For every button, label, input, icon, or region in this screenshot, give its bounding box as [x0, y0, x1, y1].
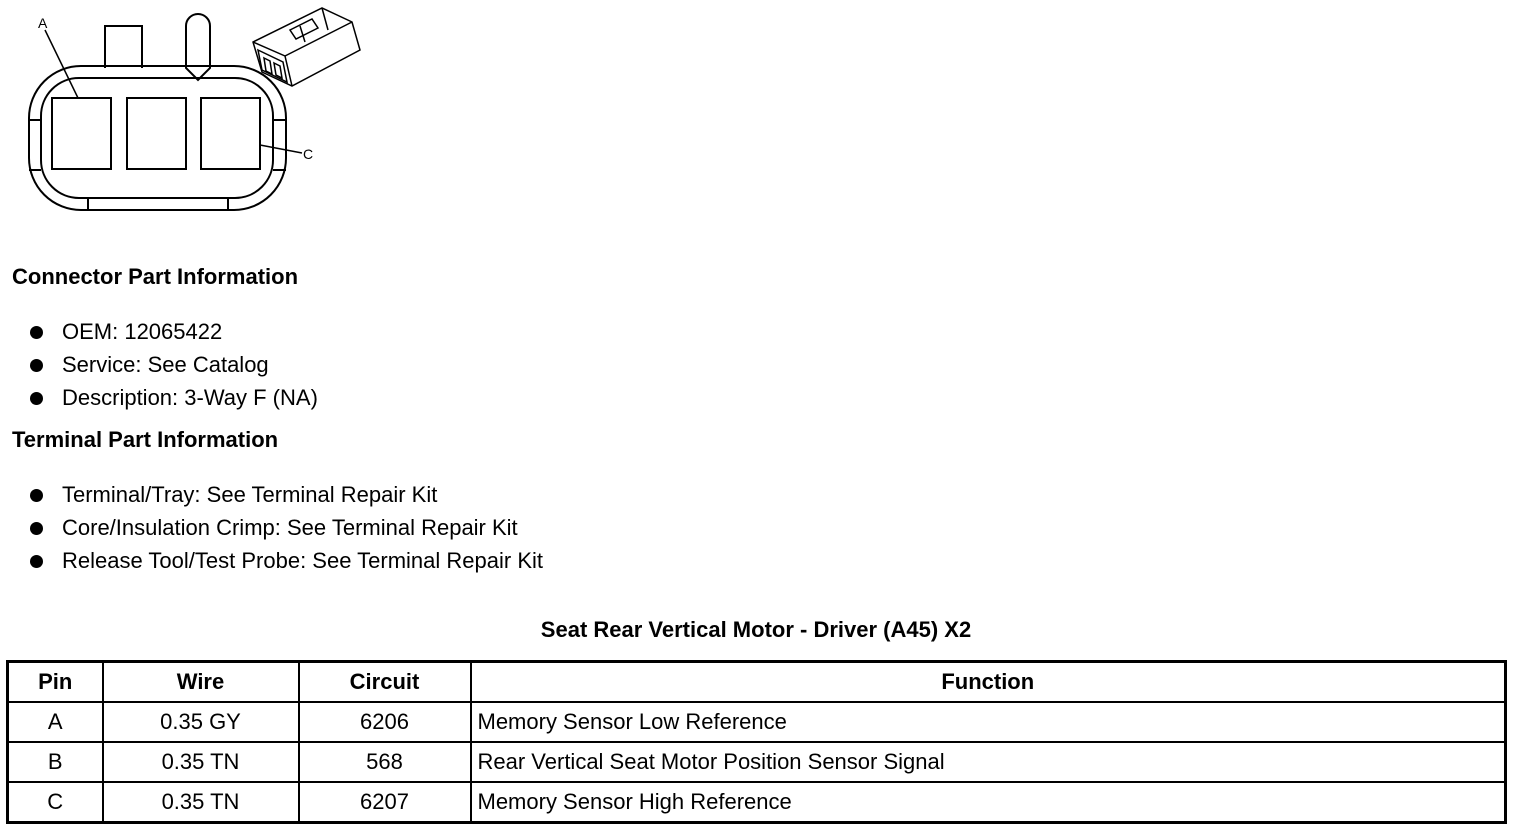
column-header-function: Function — [471, 662, 1506, 703]
cell-circuit: 6206 — [299, 702, 471, 742]
connector-housing-inner — [41, 78, 273, 198]
pinout-table — [6, 660, 1507, 824]
pin-label-c: C — [303, 146, 314, 162]
connector-face-diagram — [0, 0, 380, 225]
bullet-icon — [30, 489, 43, 502]
list-item-text: Release Tool/Test Probe: See Terminal Repair Kit — [62, 547, 543, 573]
terminal-part-info-list — [26, 481, 543, 579]
list-item — [26, 547, 543, 580]
list-item-text: Core/Insulation Crimp: See Terminal Repair Kit — [62, 514, 518, 540]
list-item-text: Terminal/Tray: See Terminal Repair Kit — [62, 482, 438, 507]
connector-part-info-heading: Connector Part Information — [12, 264, 299, 289]
cell-wire: 0.35 TN — [103, 742, 299, 782]
list-item — [26, 384, 318, 417]
table-header-row — [8, 662, 1506, 703]
terminal-part-info-heading: Terminal Part Information — [12, 427, 279, 452]
cell-function: Memory Sensor Low Reference — [471, 702, 1506, 742]
cell-pin: C — [8, 782, 103, 823]
table-row — [8, 782, 1506, 823]
terminal-cavity-c — [201, 98, 260, 169]
bullet-icon — [30, 326, 43, 339]
terminal-cavity-a — [52, 98, 111, 169]
list-item — [26, 481, 543, 514]
bullet-icon — [30, 522, 43, 535]
leader-line-a — [45, 30, 78, 98]
column-header-circuit: Circuit — [299, 662, 471, 703]
cell-wire: 0.35 GY — [103, 702, 299, 742]
bullet-icon — [30, 359, 43, 372]
pinout-table-title: Seat Rear Vertical Motor - Driver (A45) X2 — [540, 617, 972, 642]
list-item — [26, 351, 318, 384]
list-item-text: Service: See Catalog — [62, 351, 269, 377]
list-item-text: Description: 3-Way F (NA) — [62, 384, 318, 410]
cell-circuit: 568 — [299, 742, 471, 782]
list-item — [26, 318, 318, 351]
bullet-icon — [30, 555, 43, 568]
cell-pin: B — [8, 742, 103, 782]
cell-function: Memory Sensor High Reference — [471, 782, 1506, 823]
leader-line-c — [260, 145, 302, 153]
pin-label-a: A — [38, 15, 48, 31]
cell-function: Rear Vertical Seat Motor Position Sensor Signal — [471, 742, 1506, 782]
cell-wire: 0.35 TN — [103, 782, 299, 823]
connector-keyway-tab — [186, 14, 210, 80]
connector-3d-thumbnail — [253, 8, 360, 86]
table-row — [8, 742, 1506, 782]
cell-pin: A — [8, 702, 103, 742]
column-header-wire: Wire — [103, 662, 299, 703]
connector-part-info-list — [26, 318, 318, 416]
bullet-icon — [30, 392, 43, 405]
list-item-text: OEM: 12065422 — [62, 319, 223, 344]
table-row — [8, 702, 1506, 742]
connector-housing-outer — [29, 66, 286, 210]
cell-circuit: 6207 — [299, 782, 471, 823]
list-item — [26, 514, 543, 547]
connector-lock-tab — [105, 26, 142, 68]
column-header-pin: Pin — [8, 662, 103, 703]
terminal-cavity-b — [127, 98, 186, 169]
